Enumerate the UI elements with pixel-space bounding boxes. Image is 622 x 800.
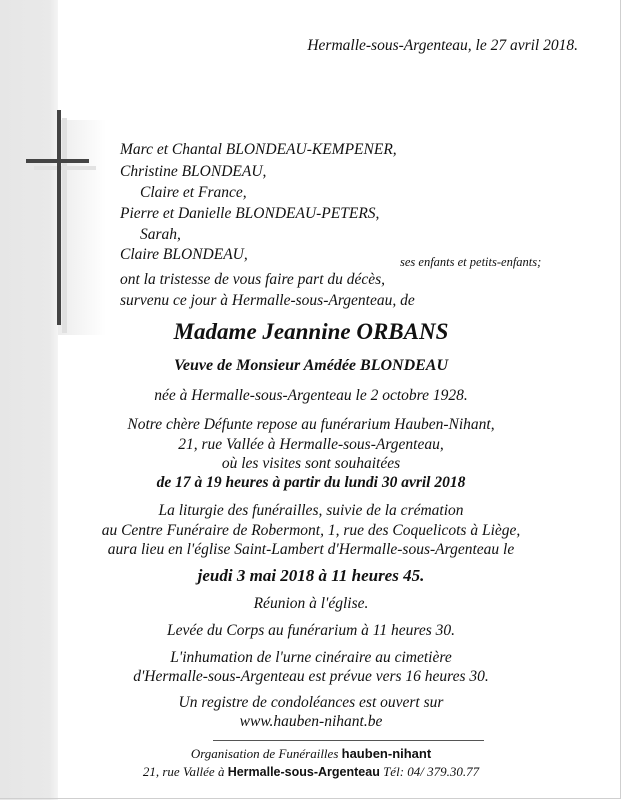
birth-line: née à Hermalle-sous-Argenteau le 2 octobre 1928. — [154, 387, 468, 404]
place-date: Hermalle-sous-Argenteau, le 27 avril 2018. — [307, 37, 578, 54]
widow-line: Veuve de Monsieur Amédée BLONDEAU — [173, 357, 449, 374]
levee-note: Levée du Corps au funérarium à 11 heures 30. — [166, 622, 455, 639]
family-line: Marc et Chantal BLONDEAU-KEMPENER, — [120, 141, 397, 158]
family-line: Pierre et Danielle BLONDEAU-PETERS, — [120, 205, 380, 222]
footer-org-label: Organisation de Funérailles — [190, 746, 339, 761]
footer-address — [0, 764, 622, 780]
intro-line: ont la tristesse de vous faire part du décès, — [120, 271, 386, 288]
visitation-line: où les visites sont souhaitées — [221, 455, 401, 472]
family-line: Claire BLONDEAU, — [120, 246, 248, 263]
intro-line: survenu ce jour à Hermalle-sous-Argenteau, de — [120, 292, 415, 309]
register-line: Un registre de condoléances est ouvert sur — [178, 694, 444, 711]
family-line: Claire et France, — [140, 184, 247, 201]
footer-address-town: Hermalle-sous-Argenteau — [227, 765, 380, 779]
footer-phone: Tél: 04/ 379.30.77 — [383, 764, 480, 779]
family-line: Christine BLONDEAU, — [120, 163, 267, 180]
visitation-line: Notre chère Défunte repose au funérarium Hauben-Nihant, — [127, 416, 495, 433]
brand-logo: hauben-nihant — [341, 746, 432, 761]
funeral-line: aura lieu en l'église Saint-Lambert d'Hermalle-sous-Argenteau le — [107, 541, 515, 558]
footer-address-prefix: 21, rue Vallée à — [142, 764, 225, 779]
family-line: Sarah, — [140, 226, 181, 243]
funeral-line: La liturgie des funérailles, suivie de la crémation — [158, 502, 464, 519]
deceased-name: Madame Jeannine ORBANS — [173, 319, 449, 344]
funeral-line: au Centre Funéraire de Robermont, 1, rue des Coquelicots à Liège, — [101, 522, 521, 539]
meeting-note: Réunion à l'église. — [253, 595, 369, 612]
visitation-line: 21, rue Vallée à Hermalle-sous-Argenteau, — [178, 436, 444, 453]
family-relation: ses enfants et petits-enfants; — [400, 255, 542, 269]
footer-org — [0, 746, 622, 762]
inhumation-line: d'Hermalle-sous-Argenteau est prévue vers 16 heures 30. — [133, 668, 489, 685]
visitation-hours: de 17 à 19 heures à partir du lundi 30 avril 2018 — [156, 474, 466, 491]
footer-divider — [213, 740, 484, 741]
inhumation-line: L'inhumation de l'urne cinéraire au cimetière — [170, 649, 452, 666]
website-link[interactable]: www.hauben-nihant.be — [239, 713, 383, 730]
funeral-date: jeudi 3 mai 2018 à 11 heures 45. — [197, 566, 425, 585]
